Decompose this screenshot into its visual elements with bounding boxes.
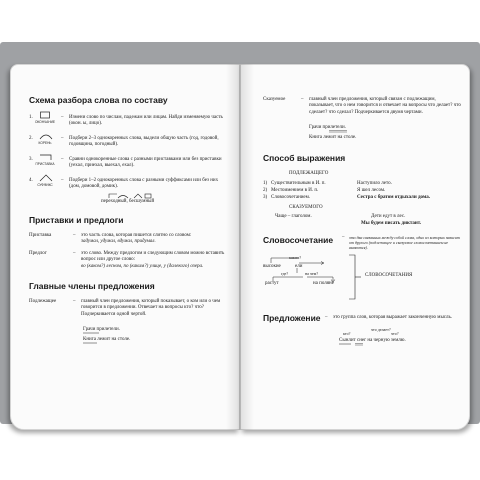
- subject-definition: главный член предложения, который показывает, о ком или о чем говорится в предложении. Отвечает на вопросы кто? что? Подчеркивается одной чертой.: [81, 299, 221, 317]
- subject-term: Подлежащее: [29, 299, 57, 304]
- row-3-right: Сестра с братом отдыхали дома.: [357, 195, 431, 200]
- collocation-word-4: на поляне: [313, 281, 334, 286]
- sentence-q2: кто?: [343, 331, 351, 336]
- collocation-q3: на чем?: [305, 271, 319, 276]
- example-word: переходный, бесшумный: [101, 199, 155, 204]
- row-2-right: Я шел лесом.: [357, 188, 386, 193]
- collocation-definition: это два связанных между собой слова, одно из которых зависит от другого (подлежащее и сказуемое словосочетанием не являются).: [349, 235, 460, 250]
- step-2-dash: –: [61, 136, 64, 141]
- predicate-right-2: Мы будем писать диктант.: [361, 221, 422, 226]
- collocation-dash: –: [342, 235, 345, 240]
- predicate-definition: главный член предложения, который связан с подлежащим, показывает, что о нем говорится и отвечает на вопросы что делает? что сделает? что сделал? Подчеркивается двумя чертами.: [309, 97, 461, 115]
- step-2-icon-label: КОРЕНЬ: [38, 141, 52, 145]
- sentence-underline: [339, 343, 439, 346]
- step-4-dash: –: [61, 178, 64, 183]
- sentence-definition: это группа слов, которая выражает законченную мысль.: [333, 315, 453, 320]
- sentence-example: Сынлит снег на черную землю.: [339, 338, 406, 343]
- row-3-number: 3): [263, 195, 268, 200]
- predicate-label: СКАЗУЕМОГО: [289, 205, 323, 210]
- ending-icon: [39, 111, 51, 119]
- row-3-left: Словосочетанием.: [271, 195, 311, 200]
- step-2-text: Подбери 2–3 однокоренных слова, выдели общую часть (год, годовой, годовщина, погодный).: [69, 136, 219, 148]
- page-gutter: [226, 64, 254, 430]
- right-heading-2: Словосочетание: [263, 235, 334, 245]
- predicate-left: Чаще – глаголом.: [275, 214, 312, 219]
- prefix-examples: задумал, удумал, вдумал, придумал.: [81, 239, 156, 245]
- row-2-left: Местоимением в И. п.: [271, 188, 319, 193]
- step-1-text: Измени слово по числам, падежам или лицам. Найди изменяемую часть (окон. ы, лицо).: [69, 115, 223, 127]
- predicate-term: Сказуемое: [263, 97, 286, 102]
- subject-underline: [83, 332, 103, 334]
- preposition-definition: это слово. Между предлогом и следующим словом можно вставить вопрос или другое слово:: [81, 251, 225, 263]
- row-2-number: 2): [263, 188, 268, 193]
- step-4-number: 4.: [29, 178, 33, 183]
- row-1-right: Наступило лето.: [357, 181, 392, 186]
- prefix-term: Приставка: [29, 233, 52, 238]
- left-heading-2: Приставки и предлоги: [29, 215, 124, 225]
- prefix-dash: –: [73, 233, 76, 238]
- collocation-box-label: СЛОВОСОЧЕТАНИЯ: [365, 273, 413, 278]
- sentence-q1: что делает?: [371, 327, 391, 332]
- preposition-examples: во (каком?) лесном, по (каким?) улице, у (далекого) озера.: [81, 263, 204, 269]
- preposition-term: Предлог: [29, 251, 47, 256]
- row-1-number: 1): [263, 181, 268, 186]
- suffix-icon: [39, 174, 53, 182]
- preposition-dash: –: [73, 251, 76, 256]
- collocation-q2: где?: [281, 271, 289, 276]
- step-1-icon-label: ОКОНЧАНИЕ: [34, 120, 56, 124]
- step-1-dash: –: [61, 115, 64, 120]
- step-3-text: Сравни однокоренные слова с разными приставками или без приставки (уехал, приехал, выехал, ехал).: [69, 157, 222, 169]
- subject-label: ПОДЛЕЖАЩЕГО: [289, 171, 329, 176]
- step-3-icon-label: ПРИСТАВКА: [35, 162, 55, 166]
- step-3-dash: –: [61, 157, 64, 162]
- sentence-dash: –: [325, 315, 328, 320]
- left-example-2: Книга лежит на столе.: [83, 337, 131, 342]
- prefix-definition: это часть слова, которая пишется слитно со словом:: [81, 233, 192, 238]
- predicate-right-1: Дети едут в лес.: [371, 214, 406, 219]
- left-page: [10, 64, 240, 430]
- step-4-text: Подбери 1–2 однокоренных слова с разными суффиксами или без них (дом, домовой, домик).: [69, 178, 219, 190]
- left-heading-1: Схема разбора слова по составу: [29, 95, 168, 105]
- step-2-number: 2.: [29, 136, 33, 141]
- predicate-dash: –: [301, 97, 304, 102]
- right-heading-3: Предложение: [263, 313, 321, 323]
- predicate-underline: [329, 130, 349, 133]
- subject-dash: –: [73, 299, 76, 304]
- root-icon: [39, 132, 53, 140]
- step-1-number: 1.: [29, 115, 33, 120]
- right-heading-1: Способ выражения: [263, 153, 346, 163]
- sentence-q3: что?: [391, 331, 399, 336]
- right-example-2: Книга лежит на столе.: [309, 135, 357, 140]
- prefix-icon: [39, 153, 53, 161]
- collocation-word-3: растут: [265, 281, 279, 286]
- left-heading-3: Главные члены предложения: [29, 281, 155, 291]
- collocation-q1: каким?: [289, 255, 302, 260]
- row-1-left: Существительным в И. п.: [271, 181, 326, 186]
- step-4-icon-label: СУФФИКС: [37, 183, 53, 187]
- collocation-word-2: ели: [295, 264, 303, 269]
- right-example-1: Грачи прилетели.: [309, 125, 346, 130]
- left-example-1: Грачи прилетели.: [83, 327, 120, 332]
- step-3-number: 3.: [29, 157, 33, 162]
- subject-underline-2: [83, 342, 103, 344]
- collocation-word-1: высокие: [263, 264, 281, 269]
- right-page: [240, 64, 470, 430]
